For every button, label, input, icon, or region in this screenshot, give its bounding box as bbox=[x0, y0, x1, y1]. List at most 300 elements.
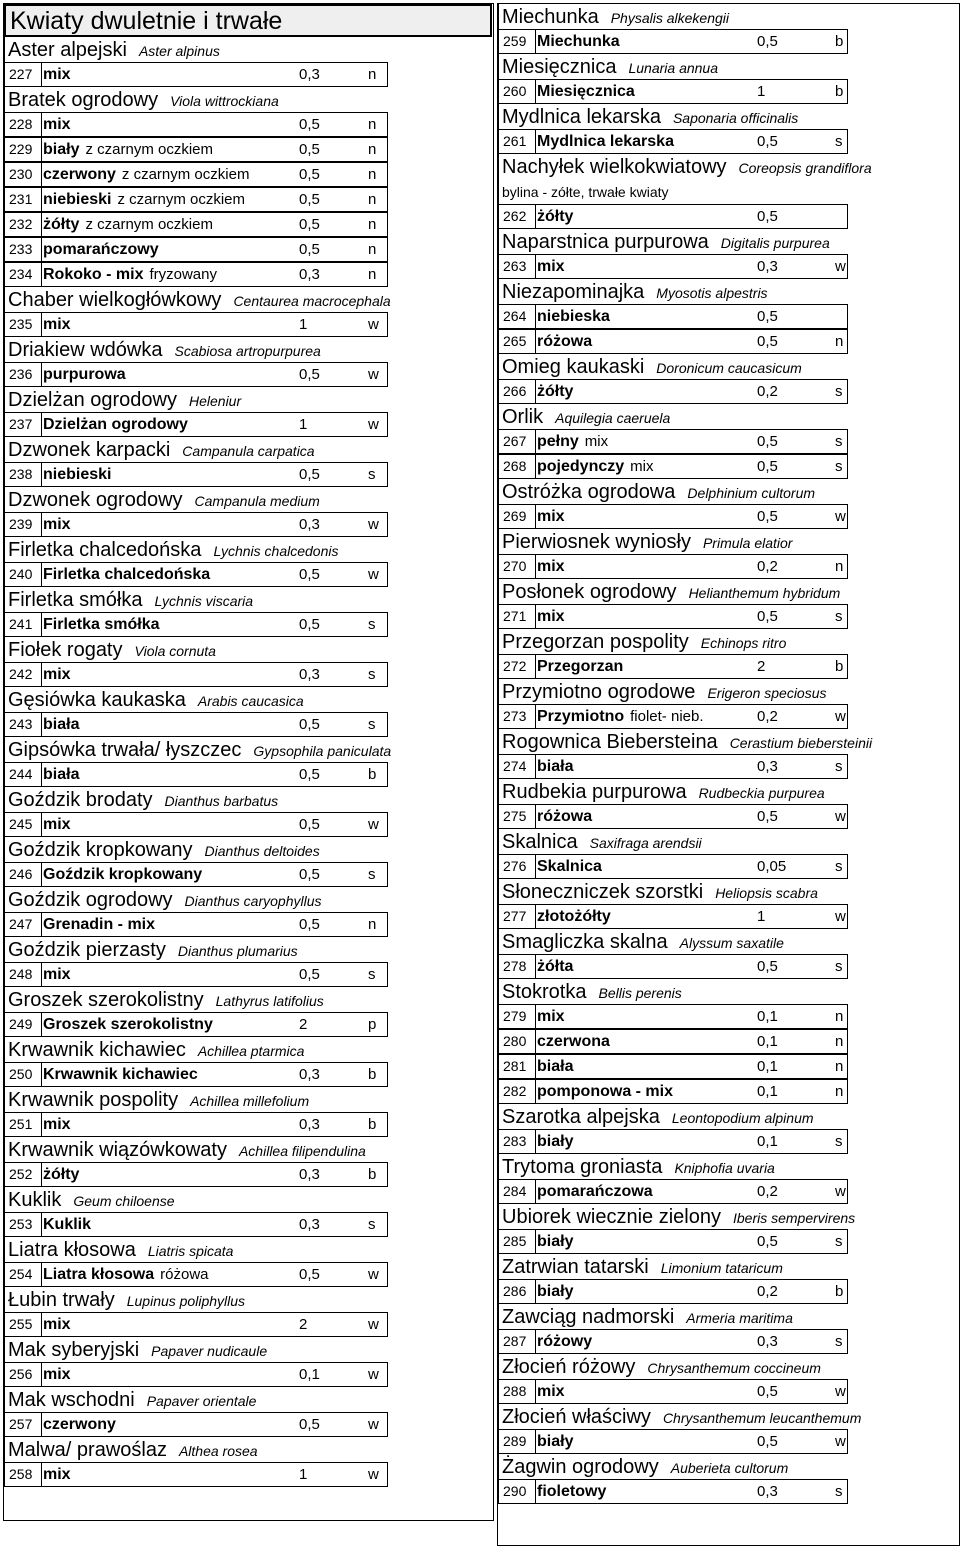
product-number: 257 bbox=[9, 1413, 39, 1436]
species-latin-name: Iberis sempervirens bbox=[732, 1210, 856, 1226]
product-price: 0,3 bbox=[299, 516, 320, 533]
product-type: b bbox=[835, 83, 844, 100]
species-heading bbox=[498, 829, 958, 854]
product-variety: Grenadin - mix bbox=[43, 916, 156, 933]
product-number: 290 bbox=[503, 1480, 533, 1503]
product-variety: różowy bbox=[537, 1333, 593, 1350]
product-variety: mix bbox=[43, 316, 71, 333]
product-type: w bbox=[835, 908, 846, 925]
species-polish-name: Rudbekia purpurowa bbox=[502, 781, 687, 803]
species-heading bbox=[498, 929, 958, 954]
product-type: s bbox=[835, 458, 843, 475]
product-number: 265 bbox=[503, 330, 533, 353]
product-row bbox=[498, 1029, 848, 1054]
product-price: 0,5 bbox=[757, 33, 778, 50]
product-variety: mix bbox=[43, 666, 71, 683]
species-heading bbox=[4, 1037, 492, 1062]
product-variety: pomarańczowy bbox=[43, 241, 159, 258]
species-latin-name: Heleniur bbox=[188, 393, 242, 409]
product-type: n bbox=[368, 66, 377, 83]
species-heading bbox=[4, 87, 492, 112]
species-heading bbox=[4, 1237, 492, 1262]
product-variety: mix bbox=[537, 258, 565, 275]
species-latin-name: Geum chiloense bbox=[73, 1193, 175, 1209]
product-row bbox=[4, 1362, 388, 1387]
species-polish-name: Mak syberyjski bbox=[8, 1339, 140, 1361]
product-price: 0,1 bbox=[757, 1133, 778, 1150]
product-variety: Groszek szerokolistny bbox=[43, 1016, 213, 1033]
product-number: 281 bbox=[503, 1055, 533, 1078]
product-number: 283 bbox=[503, 1130, 533, 1153]
species-heading bbox=[498, 729, 958, 754]
product-price: 0,3 bbox=[299, 666, 320, 683]
species-heading bbox=[498, 979, 958, 1004]
product-type: b bbox=[835, 658, 844, 675]
product-price: 0,3 bbox=[299, 66, 320, 83]
species-latin-name: Dianthus caryophyllus bbox=[184, 893, 322, 909]
species-heading bbox=[498, 1204, 958, 1229]
species-latin-name: Lunaria annua bbox=[628, 60, 719, 76]
species-polish-name: Krwawnik wiązówkowaty bbox=[8, 1139, 227, 1161]
product-type: b bbox=[368, 766, 377, 783]
product-price: 0,5 bbox=[299, 616, 320, 633]
product-row bbox=[498, 954, 848, 979]
page-title: Kwiaty dwuletnie i trwałe bbox=[4, 4, 492, 37]
species-polish-name: Naparstnica purpurowa bbox=[502, 231, 709, 253]
product-price: 2 bbox=[299, 1316, 308, 1333]
species-polish-name: Pierwiosnek wyniosły bbox=[502, 531, 691, 553]
species-polish-name: Orlik bbox=[502, 406, 544, 428]
product-variety: niebieski bbox=[43, 191, 112, 208]
product-number: 285 bbox=[503, 1230, 533, 1253]
product-variety: Rokoko - mix bbox=[43, 266, 144, 283]
species-polish-name: Fiołek rogaty bbox=[8, 639, 123, 661]
species-latin-name: Centaurea macrocephala bbox=[233, 293, 391, 309]
species-heading bbox=[498, 1104, 958, 1129]
species-latin-name: Liatris spicata bbox=[147, 1243, 234, 1259]
product-number: 240 bbox=[9, 563, 39, 586]
product-price: 0,5 bbox=[299, 116, 320, 133]
species-polish-name: Goździk ogrodowy bbox=[8, 889, 173, 911]
product-type: n bbox=[368, 141, 377, 158]
species-latin-name: Bellis perenis bbox=[598, 985, 682, 1001]
species-latin-name: Viola wittrockiana bbox=[170, 93, 279, 109]
product-number: 286 bbox=[503, 1280, 533, 1303]
product-variety: fioletowy bbox=[537, 1483, 607, 1500]
product-row bbox=[498, 429, 848, 454]
species-latin-name: Campanula medium bbox=[194, 493, 320, 509]
species-heading bbox=[4, 337, 492, 362]
species-latin-name: Achillea millefolium bbox=[190, 1093, 310, 1109]
product-extra: różowa bbox=[160, 1266, 209, 1283]
product-row bbox=[4, 1262, 388, 1287]
species-latin-name: Aquilegia caeruela bbox=[555, 410, 671, 426]
product-row bbox=[498, 754, 848, 779]
product-price: 0,5 bbox=[757, 958, 778, 975]
species-latin-name: Achillea ptarmica bbox=[197, 1043, 305, 1059]
product-number: 234 bbox=[9, 263, 39, 286]
species-polish-name: Krwawnik pospolity bbox=[8, 1089, 179, 1111]
product-row bbox=[498, 804, 848, 829]
product-variety: czerwony bbox=[43, 1416, 116, 1433]
product-type: n bbox=[368, 266, 377, 283]
product-type: w bbox=[368, 366, 379, 383]
species-polish-name: Słoneczniczek szorstki bbox=[502, 881, 704, 903]
species-polish-name: Bratek ogrodowy bbox=[8, 89, 159, 111]
product-row bbox=[498, 1079, 848, 1104]
species-polish-name: Posłonek ogrodowy bbox=[502, 581, 677, 603]
species-polish-name: Driakiew wdówka bbox=[8, 339, 163, 361]
product-variety: biały bbox=[43, 141, 80, 158]
species-polish-name: Stokrotka bbox=[502, 981, 587, 1003]
species-heading bbox=[498, 4, 958, 29]
product-variety: czerwona bbox=[537, 1033, 610, 1050]
product-variety: niebieska bbox=[537, 308, 610, 325]
product-row bbox=[498, 304, 848, 329]
product-price: 0,3 bbox=[299, 1116, 320, 1133]
product-price: 0,5 bbox=[299, 141, 320, 158]
product-type: n bbox=[835, 1083, 844, 1100]
product-type: s bbox=[368, 666, 376, 683]
product-variety: mix bbox=[43, 66, 71, 83]
product-variety: biała bbox=[537, 758, 574, 775]
product-variety: Miesięcznica bbox=[537, 83, 635, 100]
product-number: 244 bbox=[9, 763, 39, 786]
species-latin-name: Leontopodium alpinum bbox=[671, 1110, 814, 1126]
product-price: 0,5 bbox=[757, 308, 778, 325]
species-heading bbox=[498, 479, 958, 504]
species-latin-name: Delphinium cultorum bbox=[687, 485, 816, 501]
species-heading bbox=[4, 1287, 492, 1312]
product-type: w bbox=[368, 1466, 379, 1483]
product-number: 282 bbox=[503, 1080, 533, 1103]
product-variety: Firletka smółka bbox=[43, 616, 160, 633]
product-type: w bbox=[368, 1316, 379, 1333]
species-latin-name: Papaver orientale bbox=[146, 1393, 257, 1409]
product-price: 0,5 bbox=[757, 458, 778, 475]
product-number: 229 bbox=[9, 138, 39, 161]
product-variety: Liatra kłosowa bbox=[43, 1266, 155, 1283]
product-number: 251 bbox=[9, 1113, 39, 1136]
species-heading bbox=[498, 579, 958, 604]
product-price: 0,5 bbox=[757, 508, 778, 525]
product-number: 252 bbox=[9, 1163, 39, 1186]
species-latin-name: Helianthemum hybridum bbox=[688, 585, 841, 601]
product-row bbox=[4, 312, 388, 337]
species-polish-name: Dzwonek karpacki bbox=[8, 439, 171, 461]
product-type: s bbox=[835, 858, 843, 875]
species-polish-name: Dzwonek ogrodowy bbox=[8, 489, 183, 511]
species-polish-name: Przegorzan pospolity bbox=[502, 631, 689, 653]
product-type: n bbox=[835, 1033, 844, 1050]
product-row bbox=[4, 462, 388, 487]
species-latin-name: Myosotis alpestris bbox=[656, 285, 768, 301]
left-list bbox=[4, 37, 492, 1487]
right-list bbox=[498, 4, 958, 1504]
species-heading bbox=[498, 404, 958, 429]
species-latin-name: Arabis caucasica bbox=[197, 693, 304, 709]
species-polish-name: Groszek szerokolistny bbox=[8, 989, 204, 1011]
product-number: 238 bbox=[9, 463, 39, 486]
product-type: w bbox=[835, 1433, 846, 1450]
product-variety: żółty bbox=[43, 1166, 80, 1183]
product-price: 0,5 bbox=[757, 433, 778, 450]
product-number: 247 bbox=[9, 913, 39, 936]
product-price: 0,3 bbox=[299, 1066, 320, 1083]
product-row bbox=[498, 454, 848, 479]
product-price: 0,1 bbox=[299, 1366, 320, 1383]
product-row bbox=[498, 1229, 848, 1254]
product-type: s bbox=[835, 1483, 843, 1500]
species-heading bbox=[498, 104, 958, 129]
product-type: w bbox=[835, 808, 846, 825]
product-variety: niebieski bbox=[43, 466, 112, 483]
product-price: 0,1 bbox=[757, 1083, 778, 1100]
product-price: 0,2 bbox=[757, 708, 778, 725]
product-variety: mix bbox=[43, 1466, 71, 1483]
species-latin-name: Althea rosea bbox=[178, 1443, 258, 1459]
species-polish-name: Firletka smółka bbox=[8, 589, 143, 611]
product-variety: biały bbox=[537, 1283, 574, 1300]
species-latin-name: Cerastium biebersteinii bbox=[729, 735, 873, 751]
product-type: s bbox=[368, 866, 376, 883]
product-price: 0,3 bbox=[757, 758, 778, 775]
species-heading bbox=[498, 1454, 958, 1479]
product-variety: żółty bbox=[537, 208, 574, 225]
product-extra: mix bbox=[584, 433, 609, 450]
product-variety: pojedynczy bbox=[537, 458, 625, 475]
product-price: 0,1 bbox=[757, 1008, 778, 1025]
product-type: w bbox=[835, 708, 846, 725]
product-price: 0,3 bbox=[757, 1483, 778, 1500]
product-variety: żółty bbox=[537, 383, 574, 400]
product-price: 0,1 bbox=[757, 1033, 778, 1050]
species-heading bbox=[498, 1254, 958, 1279]
product-price: 1 bbox=[757, 908, 766, 925]
species-heading bbox=[4, 1087, 492, 1112]
product-number: 235 bbox=[9, 313, 39, 336]
product-price: 0,5 bbox=[757, 808, 778, 825]
product-number: 268 bbox=[503, 455, 533, 478]
product-type: n bbox=[368, 191, 377, 208]
species-polish-name: Kuklik bbox=[8, 1189, 62, 1211]
product-number: 289 bbox=[503, 1430, 533, 1453]
species-latin-name: Gypsophila paniculata bbox=[253, 743, 392, 759]
species-heading bbox=[498, 54, 958, 79]
species-latin-name: Heliopsis scabra bbox=[715, 885, 818, 901]
product-type: s bbox=[835, 1233, 843, 1250]
product-number: 279 bbox=[503, 1005, 533, 1028]
product-type: p bbox=[368, 1016, 377, 1033]
product-price: 0,5 bbox=[757, 1433, 778, 1450]
product-number: 253 bbox=[9, 1213, 39, 1236]
product-number: 267 bbox=[503, 430, 533, 453]
product-row bbox=[498, 129, 848, 154]
product-number: 227 bbox=[9, 63, 39, 86]
product-price: 1 bbox=[757, 83, 766, 100]
product-type: s bbox=[835, 1133, 843, 1150]
species-latin-name: Papaver nudicaule bbox=[151, 1343, 268, 1359]
species-latin-name: Saponaria officinalis bbox=[672, 110, 799, 126]
product-extra: z czarnym oczkiem bbox=[121, 166, 250, 183]
product-type: w bbox=[368, 416, 379, 433]
product-variety: mix bbox=[43, 116, 71, 133]
product-number: 236 bbox=[9, 363, 39, 386]
product-row bbox=[4, 212, 388, 237]
product-row bbox=[4, 1012, 388, 1037]
product-variety: mix bbox=[43, 966, 71, 983]
product-variety: mix bbox=[537, 1383, 565, 1400]
product-extra: mix bbox=[630, 458, 654, 475]
product-type: s bbox=[835, 383, 843, 400]
product-price: 0,3 bbox=[299, 1166, 320, 1183]
product-price: 0,2 bbox=[757, 558, 778, 575]
product-type: w bbox=[835, 508, 846, 525]
species-heading bbox=[4, 287, 492, 312]
product-variety: Kuklik bbox=[43, 1216, 92, 1233]
species-heading bbox=[498, 1354, 958, 1379]
species-polish-name: Ostróżka ogrodowa bbox=[502, 481, 676, 503]
product-number: 280 bbox=[503, 1030, 533, 1053]
product-price: 0,5 bbox=[299, 1416, 320, 1433]
product-row bbox=[4, 912, 388, 937]
product-type: s bbox=[368, 616, 376, 633]
species-heading bbox=[498, 779, 958, 804]
species-heading bbox=[4, 787, 492, 812]
product-number: 287 bbox=[503, 1330, 533, 1353]
product-price: 0,5 bbox=[757, 208, 778, 225]
product-price: 0,5 bbox=[299, 366, 320, 383]
species-polish-name: Mak wschodni bbox=[8, 1389, 135, 1411]
species-polish-name: Zawciąg nadmorski bbox=[502, 1306, 675, 1328]
species-latin-name: Physalis alkekengii bbox=[610, 10, 730, 26]
product-type: w bbox=[835, 1183, 846, 1200]
species-heading bbox=[498, 879, 958, 904]
product-price: 0,3 bbox=[757, 1333, 778, 1350]
species-heading bbox=[4, 837, 492, 862]
product-row bbox=[4, 137, 388, 162]
product-number: 241 bbox=[9, 613, 39, 636]
product-number: 246 bbox=[9, 863, 39, 886]
product-type: b bbox=[368, 1166, 377, 1183]
product-variety: Przegorzan bbox=[537, 658, 624, 675]
product-type: s bbox=[835, 1333, 843, 1350]
product-variety: mix bbox=[43, 1316, 71, 1333]
product-type: b bbox=[368, 1116, 377, 1133]
species-latin-name: Coreopsis grandiflora bbox=[738, 160, 872, 176]
product-variety: Miechunka bbox=[537, 33, 620, 50]
product-row bbox=[498, 554, 848, 579]
species-polish-name: Przymiotno ogrodowe bbox=[502, 681, 696, 703]
product-extra: fryzowany bbox=[149, 266, 217, 283]
species-polish-name: Niezapominajka bbox=[502, 281, 645, 303]
product-type: w bbox=[368, 566, 379, 583]
product-number: 277 bbox=[503, 905, 533, 928]
product-row bbox=[498, 1329, 848, 1354]
species-polish-name: Goździk pierzasty bbox=[8, 939, 166, 961]
species-polish-name: Goździk kropkowany bbox=[8, 839, 193, 861]
product-number: 228 bbox=[9, 113, 39, 136]
product-price: 0,1 bbox=[757, 1058, 778, 1075]
product-number: 261 bbox=[503, 130, 533, 153]
species-heading bbox=[4, 937, 492, 962]
product-price: 0,5 bbox=[299, 866, 320, 883]
product-row bbox=[4, 712, 388, 737]
species-latin-name: Chrysanthemum leucanthemum bbox=[662, 1410, 862, 1426]
product-variety: Skalnica bbox=[537, 858, 602, 875]
product-row bbox=[498, 204, 848, 229]
product-row bbox=[4, 1312, 388, 1337]
product-number: 243 bbox=[9, 713, 39, 736]
product-number: 288 bbox=[503, 1380, 533, 1403]
product-type: n bbox=[835, 558, 844, 575]
species-heading bbox=[4, 437, 492, 462]
product-extra: z czarnym oczkiem bbox=[117, 191, 246, 208]
product-price: 0,2 bbox=[757, 1183, 778, 1200]
product-number: 249 bbox=[9, 1013, 39, 1036]
species-polish-name: Skalnica bbox=[502, 831, 578, 853]
species-heading bbox=[498, 354, 958, 379]
species-heading bbox=[4, 1437, 492, 1462]
product-number: 260 bbox=[503, 80, 533, 103]
product-number: 245 bbox=[9, 813, 39, 836]
species-latin-name: Kniphofia uvaria bbox=[674, 1160, 775, 1176]
product-price: 0,5 bbox=[299, 966, 320, 983]
product-type: n bbox=[368, 216, 377, 233]
species-polish-name: Gęsiówka kaukaska bbox=[8, 689, 186, 711]
product-price: 1 bbox=[299, 1466, 308, 1483]
product-row bbox=[4, 512, 388, 537]
product-variety: żółty bbox=[43, 216, 80, 233]
product-number: 239 bbox=[9, 513, 39, 536]
species-heading bbox=[498, 1404, 958, 1429]
species-polish-name: Szarotka alpejska bbox=[502, 1106, 660, 1128]
product-row bbox=[498, 29, 848, 54]
left-column bbox=[4, 4, 492, 1487]
product-variety: różowa bbox=[537, 808, 593, 825]
product-row bbox=[4, 162, 388, 187]
product-row bbox=[498, 1129, 848, 1154]
product-number: 264 bbox=[503, 305, 533, 328]
product-variety: Krwawnik kichawiec bbox=[43, 1066, 198, 1083]
product-row bbox=[498, 904, 848, 929]
product-type: s bbox=[368, 966, 376, 983]
product-number: 255 bbox=[9, 1313, 39, 1336]
species-latin-name: Scabiosa artropurpurea bbox=[174, 343, 321, 359]
product-number: 248 bbox=[9, 963, 39, 986]
species-latin-name: Auberieta cultorum bbox=[670, 1460, 789, 1476]
product-price: 1 bbox=[299, 416, 308, 433]
product-number: 266 bbox=[503, 380, 533, 403]
product-row bbox=[498, 654, 848, 679]
product-type: w bbox=[368, 516, 379, 533]
product-row bbox=[498, 1179, 848, 1204]
product-variety: biały bbox=[537, 1433, 574, 1450]
species-polish-name: Miechunka bbox=[502, 6, 599, 28]
product-row bbox=[4, 862, 388, 887]
product-type: s bbox=[835, 133, 843, 150]
product-price: 0,3 bbox=[299, 266, 320, 283]
product-type: w bbox=[368, 1266, 379, 1283]
product-price: 0,3 bbox=[299, 1216, 320, 1233]
product-price: 0,5 bbox=[757, 608, 778, 625]
product-price: 0,5 bbox=[299, 716, 320, 733]
product-type: w bbox=[368, 816, 379, 833]
product-type: w bbox=[368, 1366, 379, 1383]
product-variety: Przymiotno bbox=[537, 708, 625, 725]
product-number: 242 bbox=[9, 663, 39, 686]
product-type: b bbox=[835, 1283, 844, 1300]
